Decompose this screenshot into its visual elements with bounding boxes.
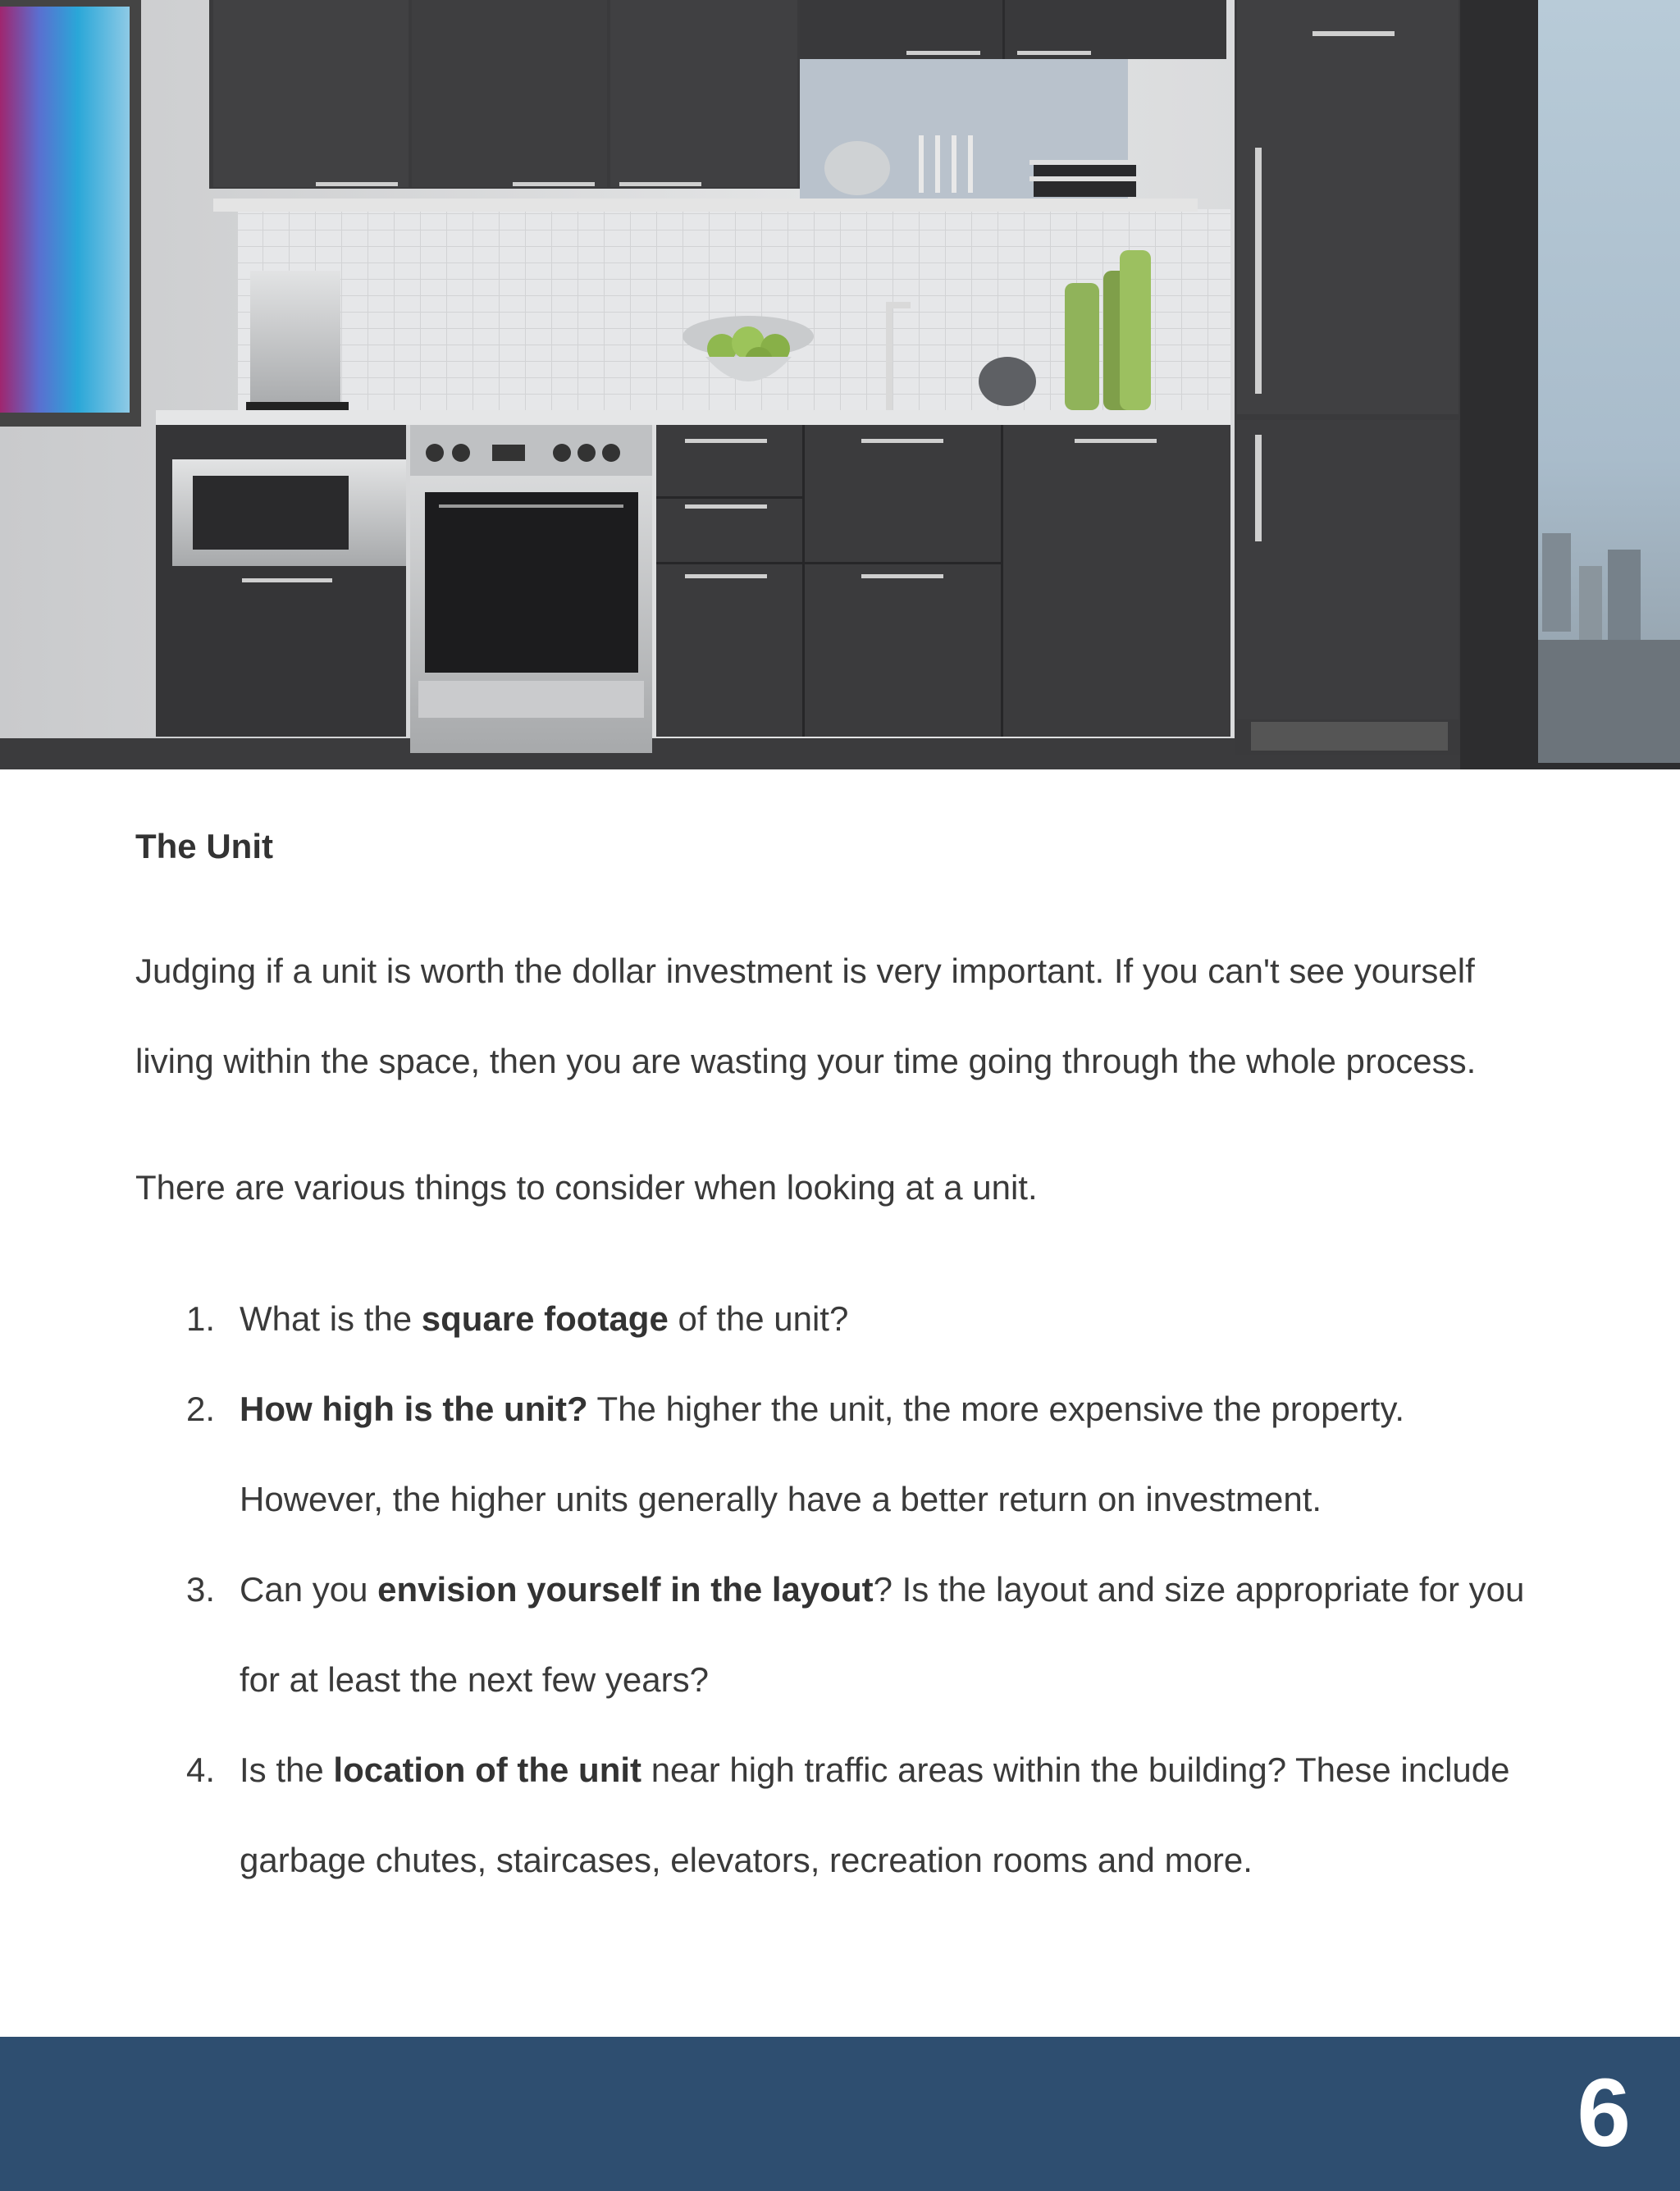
considerations-list (135, 1274, 1530, 1906)
list-item-bold: square footage (421, 1299, 669, 1338)
list-item (135, 1545, 1530, 1725)
list-item-text: ? Is the layout and size appropriate for you for at least the next few years? (240, 1570, 1525, 1699)
list-item-bold: envision yourself in the layout (377, 1570, 874, 1609)
list-item-text: of the unit? (668, 1299, 849, 1338)
page-number: 6 (1577, 2059, 1631, 2167)
list-item-bold: How high is the unit? (240, 1390, 588, 1428)
list-item-text: The higher the unit, the more expensive the property. However, the higher units generally have a better return on investment. (240, 1390, 1404, 1518)
article-body (135, 820, 1530, 1906)
list-item-number: 1. (186, 1299, 216, 1338)
footer-band (0, 2037, 1680, 2191)
hero-kitchen-image (0, 0, 1680, 769)
list-item (135, 1364, 1530, 1545)
list-item-number: 2. (186, 1390, 216, 1428)
considerations-paragraph: There are various things to consider when looking at a unit. (135, 1168, 1038, 1207)
list-item-number: 4. (186, 1751, 216, 1789)
section-title: The Unit (135, 827, 273, 865)
list-item-text: Is the (240, 1751, 334, 1789)
list-item-text: What is the (240, 1299, 422, 1338)
list-item-number: 3. (186, 1570, 216, 1609)
list-item (135, 1274, 1530, 1364)
list-item-text: Can you (240, 1570, 378, 1609)
list-item (135, 1725, 1530, 1906)
list-item-text: near high traffic areas within the building? These include garbage chutes, staircases, elevators, recreation rooms and more. (240, 1751, 1510, 1879)
intro-paragraph: Judging if a unit is worth the dollar investment is very important. If you can't see yourself living within the space, then you are wasting your time going through the whole process. (135, 952, 1477, 1080)
list-item-bold: location of the unit (333, 1751, 642, 1789)
